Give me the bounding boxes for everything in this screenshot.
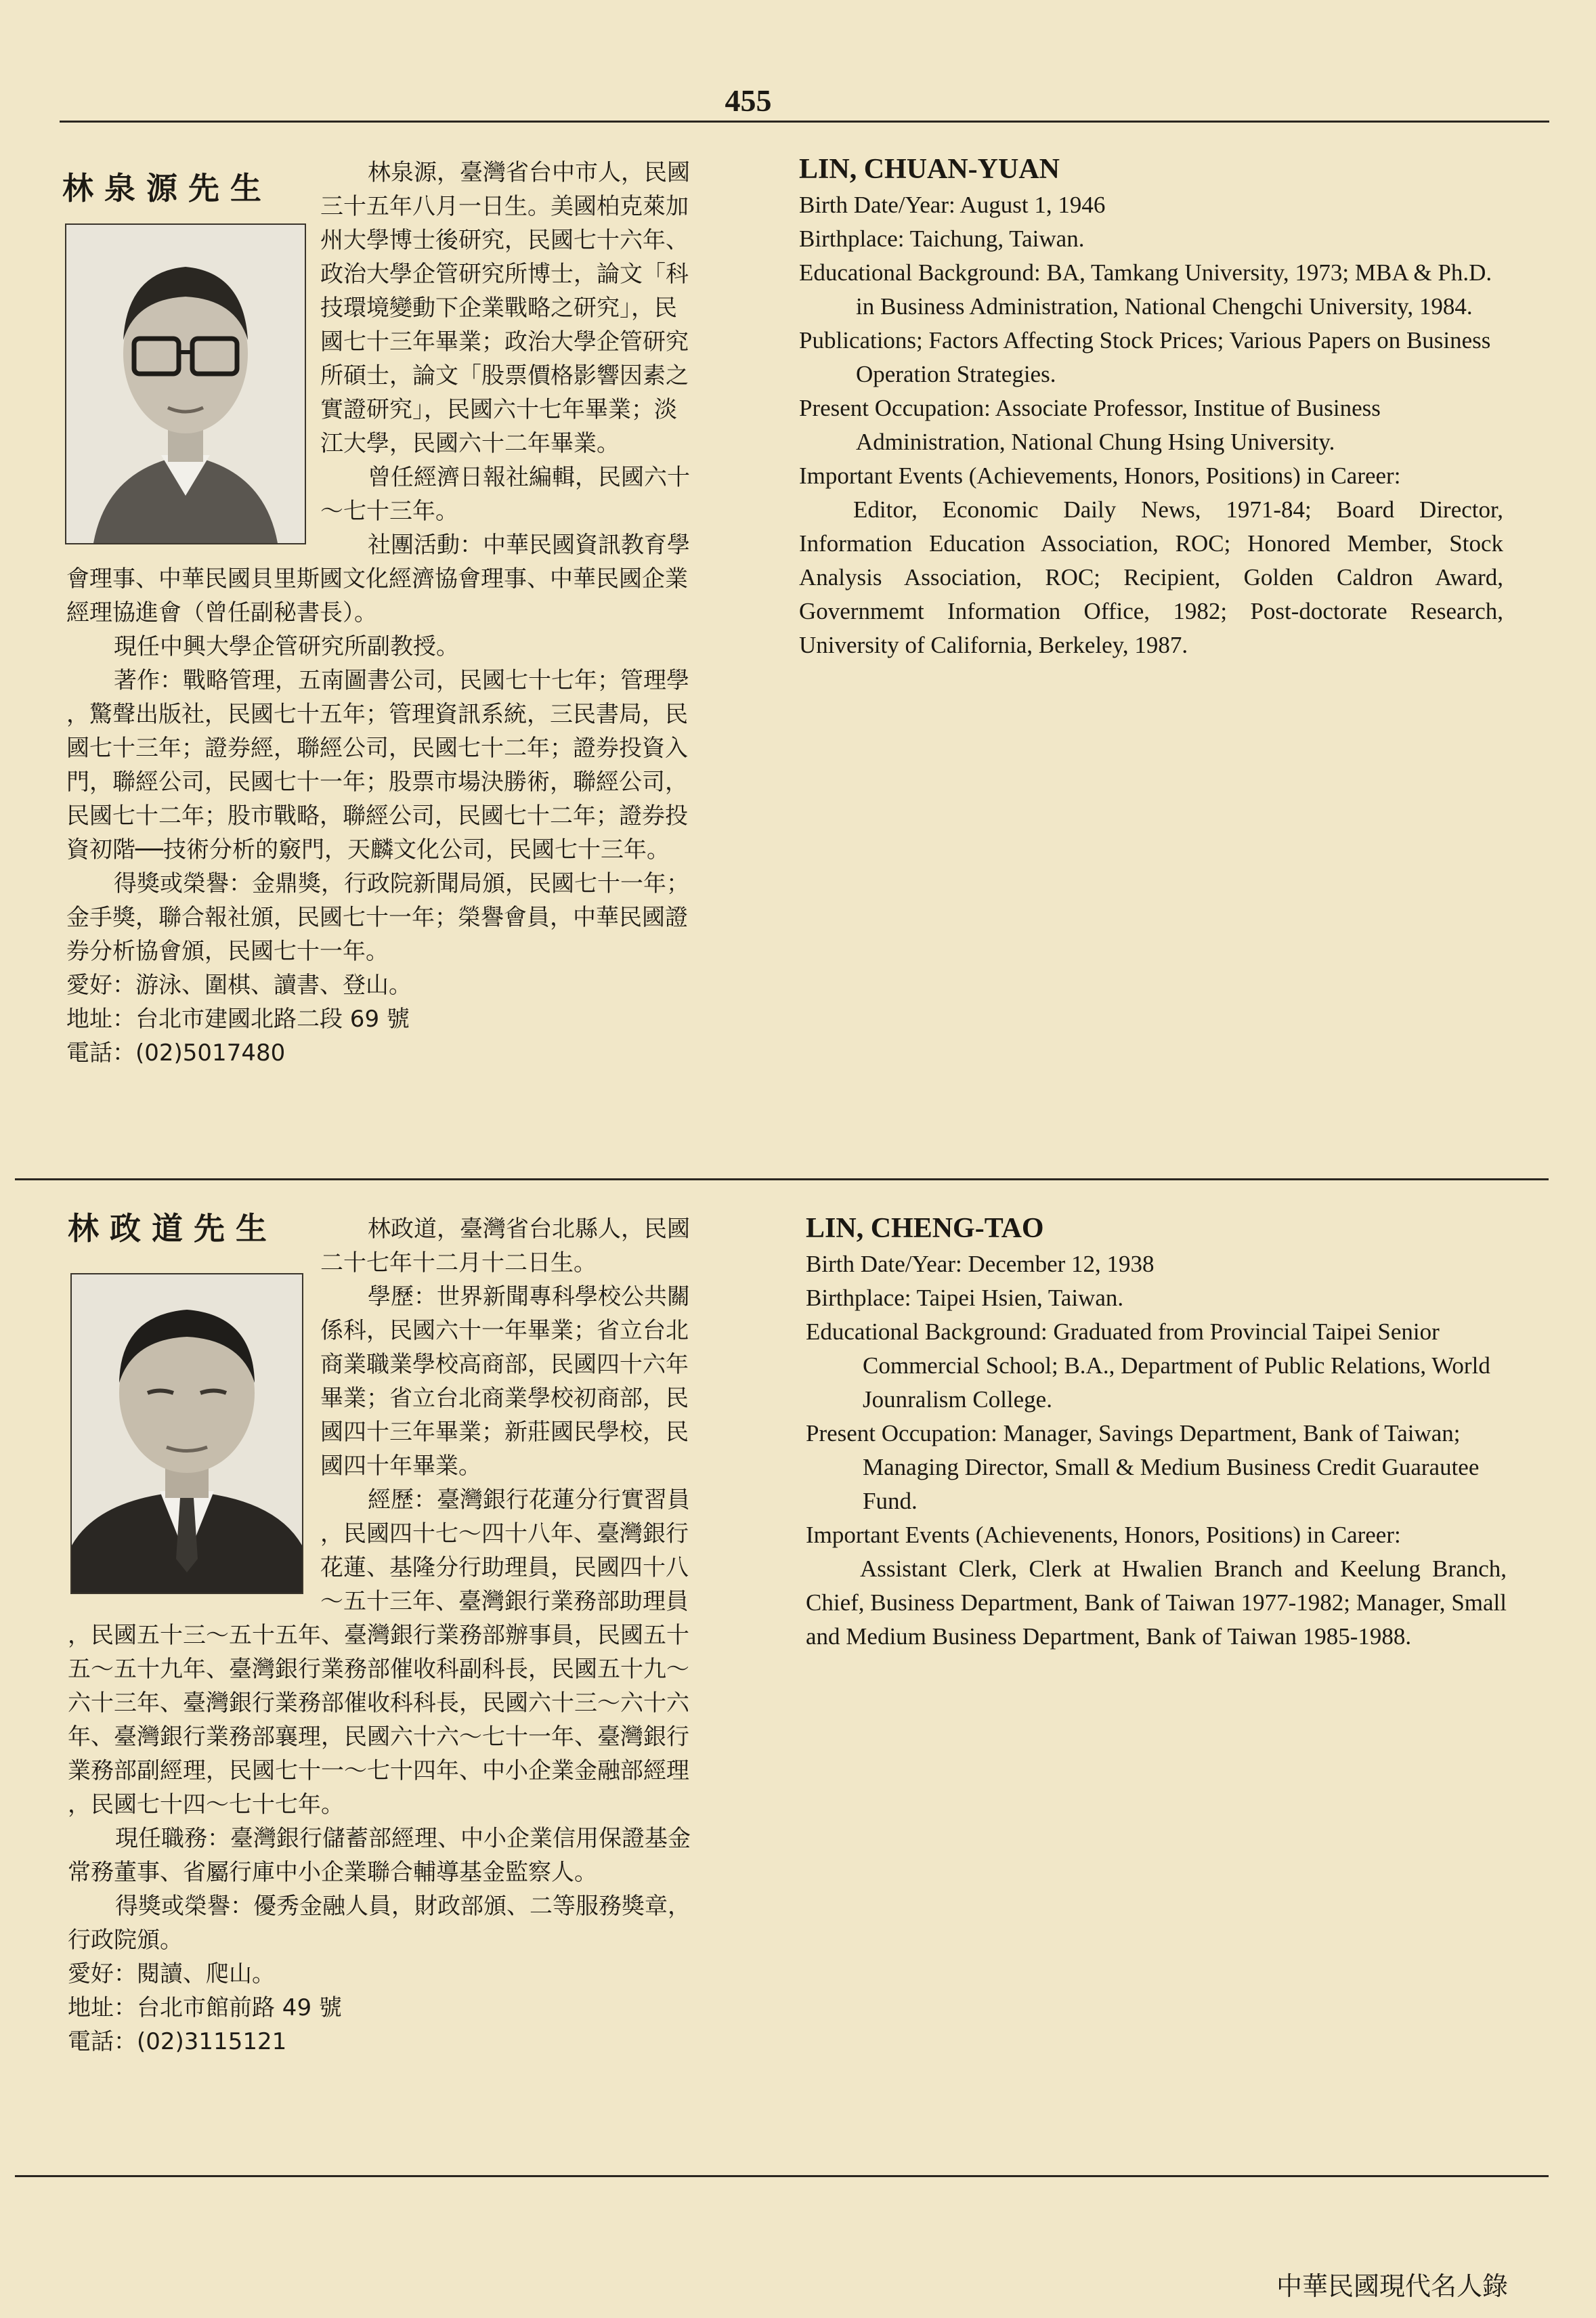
bio-line: 地址：台北市建國北路二段 69 號 — [66, 1006, 410, 1033]
bio-line: 券分析協會頒，民國七十一年。 — [66, 938, 389, 965]
bio-line: 國四十三年畢業；新莊國民學校，民 — [320, 1419, 689, 1446]
bio-cjk-lower — [68, 1618, 745, 2059]
bio-line: 門，聯經公司，民國七十一年；股票市場決勝術，聯經公司， — [66, 769, 688, 796]
bio-line: 政治大學企管研究所博士，論文「科 — [320, 261, 689, 288]
entry-name-english: LIN, CHENG-TAO — [806, 1213, 1044, 1244]
bio-line: ，民國五十三～五十五年、臺灣銀行業務部辦事員，民國五十 — [68, 1622, 689, 1649]
bio-line: 二十七年十二月十二日生。 — [320, 1249, 597, 1276]
section-divider — [15, 1178, 1549, 1180]
publications: Publications; Factors Affecting Stock Prices; Various Papers on Business Operation Strategies. — [799, 327, 1491, 387]
bio-english — [806, 1209, 1507, 1654]
bio-line: 愛好：游泳、圍棋、讀書、登山。 — [66, 972, 412, 999]
bio-line: ，民國七十四～七十七年。 — [68, 1791, 344, 1818]
entry-name-cjk: 林政道先生 — [68, 1210, 278, 1247]
bio-line: 會理事、中華民國貝里斯國文化經濟協會理事、中華民國企業 — [66, 565, 688, 593]
bio-line: 電話：(02)5017480 — [66, 1039, 286, 1067]
bio-line: 林政道，臺灣省台北縣人，民國 — [368, 1216, 690, 1243]
bio-line: ～七十三年。 — [320, 498, 458, 525]
bio-line: 得獎或榮譽：優秀金融人員，財政部頒、二等服務獎章， — [115, 1893, 691, 1920]
education: Educational Background: BA, Tamkang University, 1973; MBA & Ph.D. in Business Administration, National Chengchi University, 1984. — [799, 259, 1492, 320]
bio-line: 技環境變動下企業戰略之研究」，民 — [320, 295, 677, 322]
bio-line: 現任中興大學企管研究所副教授。 — [114, 633, 459, 660]
education: Educational Background: Graduated from Provincial Taipei Senior Commercial School; B.A., Department of Public Relations, World Jounralism College. — [806, 1318, 1490, 1413]
birth-date: Birth Date/Year: December 12, 1938 — [806, 1251, 1155, 1277]
portrait-image — [66, 225, 305, 543]
bio-line: 花蓮、基隆分行助理員，民國四十八 — [320, 1554, 689, 1581]
portrait-photo — [65, 223, 306, 544]
bio-line: 經歷：臺灣銀行花蓮分行實習員 — [368, 1486, 690, 1514]
bio-line: 江大學，民國六十二年畢業。 — [320, 430, 620, 457]
bio-line: 社團活動：中華民國資訊教育學 — [368, 532, 690, 559]
top-rule — [60, 121, 1549, 123]
bio-line: 國四十年畢業。 — [320, 1453, 481, 1480]
bio-line: 業務部副經理，民國七十一～七十四年、中小企業金融部經理 — [68, 1757, 689, 1784]
bio-line: 五～五十九年、臺灣銀行業務部催收科副科長，民國五十九～ — [68, 1656, 689, 1683]
birthplace: Birthplace: Taipei Hsien, Taiwan. — [806, 1285, 1124, 1311]
bio-line: 資初階──技術分析的竅門，天麟文化公司，民國七十三年。 — [66, 836, 670, 863]
bio-line: 電話：(02)3115121 — [68, 2028, 287, 2055]
bio-line: 州大學博士後研究，民國七十六年、 — [320, 227, 689, 254]
portrait-image — [72, 1274, 302, 1593]
bio-line: 行政院頒。 — [68, 1927, 183, 1954]
bio-line: 學歷：世界新聞專科學校公共關 — [368, 1283, 690, 1310]
bio-line: 國七十三年；證券經，聯經公司，民國七十二年；證券投資入 — [66, 735, 688, 762]
bio-line: 林泉源，臺灣省台中市人，民國 — [368, 159, 690, 186]
bio-line: 年、臺灣銀行業務部襄理，民國六十六～七十一年、臺灣銀行 — [68, 1723, 689, 1751]
bio-line: 著作：戰略管理，五南圖書公司，民國七十七年；管理學 — [114, 667, 689, 694]
bio-line: 曾任經濟日報社編輯，民國六十 — [368, 464, 690, 491]
bottom-rule — [15, 2175, 1549, 2177]
important-events-heading: Important Events (Achievenents, Honors, Positions) in Career: — [806, 1522, 1401, 1548]
bio-line: 國七十三年畢業；政治大學企管研究 — [320, 328, 689, 356]
portrait-photo — [70, 1273, 303, 1594]
bio-line: 六十三年、臺灣銀行業務部催收科科長，民國六十三～六十六 — [68, 1690, 689, 1717]
bio-line: 現任職務：臺灣銀行儲蓄部經理、中小企業信用保證基金 — [115, 1825, 691, 1852]
important-events-heading: Important Events (Achievements, Honors, Positions) in Career: — [799, 463, 1401, 489]
bio-line: ，驚聲出版社，民國七十五年；管理資訊系統，三民書局，民 — [66, 701, 688, 728]
bio-line: 金手獎，聯合報社頒，民國七十一年；榮譽會員，中華民國證 — [66, 904, 688, 931]
bio-line: 所碩士，論文「股票價格影響因素之 — [320, 362, 689, 389]
career-details: Assistant Clerk, Clerk at Hwalien Branch and Keelung Branch, Chief, Business Department, Bank of Taiwan 1977-1982; Manager, Small and Medium Business Department, Bank of Taiwan 1985-1988. — [806, 1555, 1507, 1650]
bio-line: 地址：台北市館前路 49 號 — [68, 1994, 342, 2021]
bio-cjk-upper — [320, 1212, 740, 1618]
present-occupation: Present Occupation: Manager, Savings Department, Bank of Taiwan; Managing Director, Small & Medium Business Credit Guarautee Fund. — [806, 1420, 1480, 1514]
bio-line: 得獎或榮譽：金鼎獎，行政院新聞局頒，民國七十一年； — [114, 870, 689, 897]
bio-line: 畢業；省立台北商業學校初商部，民 — [320, 1385, 689, 1412]
entry-name-cjk: 林泉源先生 — [62, 170, 272, 207]
page-number: 455 — [725, 83, 772, 118]
bio-line: 係科，民國六十一年畢業；省立台北 — [320, 1317, 689, 1344]
bio-line: 民國七十二年；股市戰略，聯經公司，民國七十二年；證券投 — [66, 802, 688, 830]
bio-line: 實證研究」，民國六十七年畢業；淡 — [320, 396, 677, 423]
present-occupation: Present Occupation: Associate Professor, Institue of Business Administration, National Chung Hsing University. — [799, 395, 1381, 455]
bio-line: 常務董事、省屬行庫中小企業聯合輔導基金監察人。 — [68, 1859, 597, 1886]
bio-line: 愛好：閱讀、爬山。 — [68, 1960, 275, 1988]
book-title-footer: 中華民國現代名人錄 — [1276, 2271, 1508, 2301]
bio-line: 商業職業學校高商部，民國四十六年 — [320, 1351, 689, 1378]
bio-cjk-lower — [66, 562, 743, 1070]
birth-date: Birth Date/Year: August 1, 1946 — [799, 192, 1106, 218]
entry-name-english: LIN, CHUAN-YUAN — [799, 154, 1060, 185]
bio-line: 經理協進會（曾任副秘書長）。 — [66, 599, 377, 626]
bio-line: 三十五年八月一日生。美國柏克萊加 — [320, 193, 689, 220]
bio-line: ，民國四十七～四十八年、臺灣銀行 — [320, 1520, 689, 1547]
birthplace: Birthplace: Taichung, Taiwan. — [799, 226, 1085, 252]
bio-english — [799, 150, 1503, 662]
career-details: Editor, Economic Daily News, 1971-84; Board Director, Information Education Association, ROC; Honored Member, Stock Analysis Association, ROC; Recipient, Golden Caldron Award, Governmemt Information Office, 1982; Post-doctorate Research, University of California, Berkeley, 1987. — [799, 496, 1503, 658]
bio-line: ～五十三年、臺灣銀行業務部助理員 — [320, 1588, 689, 1615]
bio-cjk-upper — [320, 156, 740, 562]
